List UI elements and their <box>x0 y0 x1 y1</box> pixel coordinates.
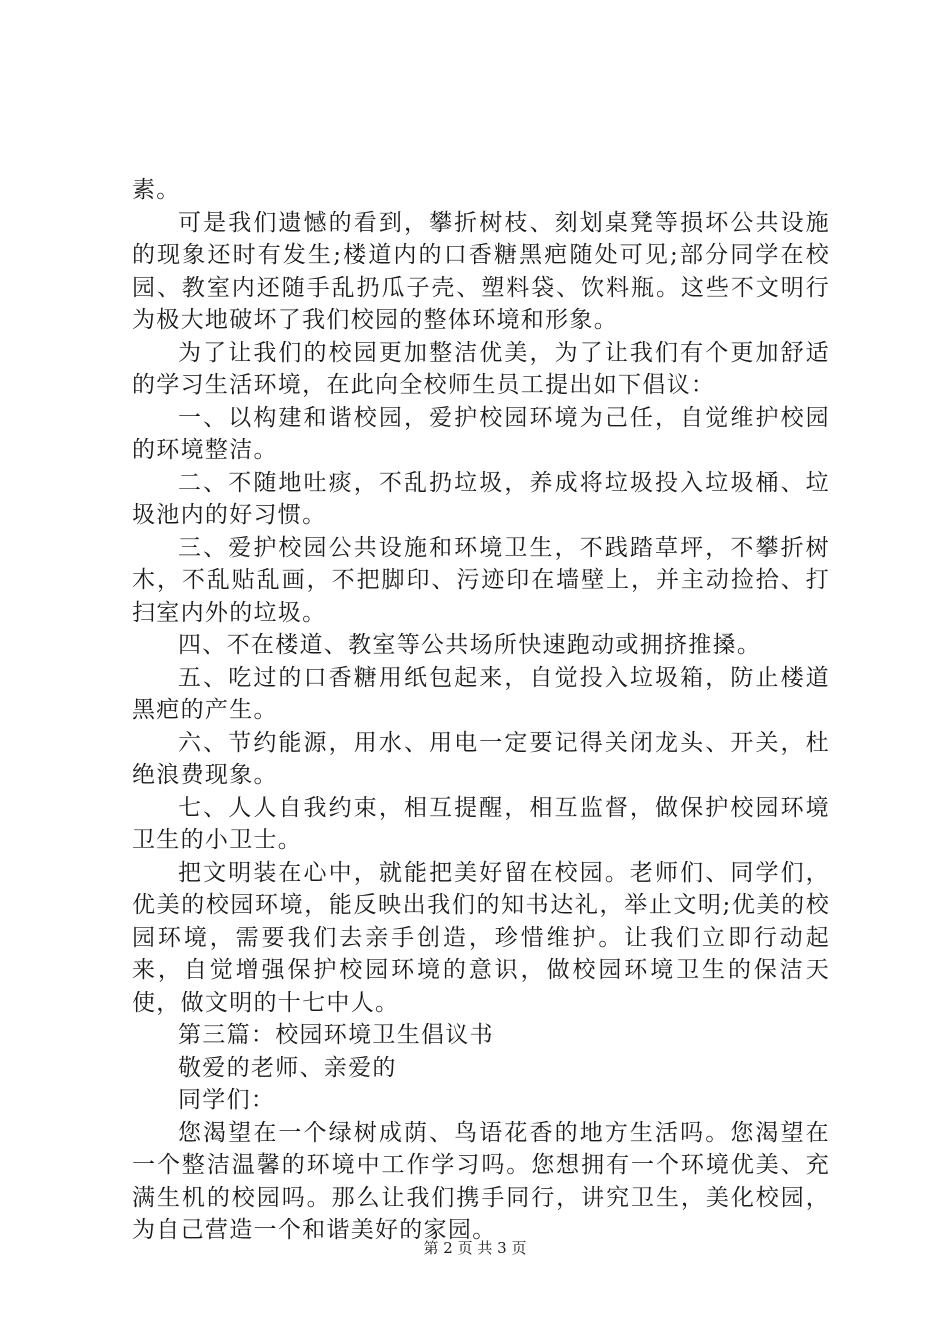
paragraph-conclusion: 把文明装在心中，就能把美好留在校园。老师们、同学们，优美的校园环境，能反映出我们的知书达礼，举止文明;优美的校园环境，需要我们去亲手创造，珍惜维护。让我们立即行动起来，自觉增强保护校园环境的意识，做校园环境卫生的保洁天使，做文明的十七中人。 <box>132 859 830 1016</box>
paragraph-opening: 您渴望在一个绿树成荫、鸟语花香的地方生活吗。您渴望在一个整洁温馨的环境中工作学习吗。您想拥有一个环境优美、充满生机的校园吗。那么让我们携手同行，讲究卫生，美化校园，为自己营造一个和谐美好的家园。 <box>132 1119 830 1243</box>
page-number-footer: 第 2 页 共 3 页 <box>423 1239 527 1257</box>
proposal-item-6: 六、节约能源，用水、用电一定要记得关闭龙头、开关，杜绝浪费现象。 <box>132 729 830 788</box>
paragraph-proposal-intro: 为了让我们的校园更加整洁优美，为了让我们有个更加舒适的学习生活环境，在此向全校师生员工提出如下倡议： <box>132 339 830 398</box>
proposal-item-4: 四、不在楼道、教室等公共场所快速跑动或拥挤推搡。 <box>178 632 762 658</box>
paragraph-problems: 可是我们遗憾的看到，攀折树枝、刻划桌凳等损坏公共设施的现象还时有发生;楼道内的口香糖黑疤随处可见;部分同学在校园、教室内还随手乱扔瓜子壳、塑料袋、饮料瓶。这些不文明行为极大地破坏了我们校园的整体环境和形象。 <box>132 209 830 333</box>
salutation-line-2: 同学们： <box>178 1087 276 1113</box>
proposal-item-5: 五、吃过的口香糖用纸包起来，自觉投入垃圾箱，防止楼道黑疤的产生。 <box>132 664 830 723</box>
proposal-item-3: 三、爱护校园公共设施和环境卫生，不践踏草坪，不攀折树木，不乱贴乱画，不把脚印、污迹印在墙壁上，并主动捡拾、打扫室内外的垃圾。 <box>132 534 830 626</box>
document-body <box>132 174 830 1247</box>
salutation-line-1: 敬爱的老师、亲爱的 <box>178 1054 397 1081</box>
paragraph-continuation: 素。 <box>132 177 181 203</box>
proposal-item-1: 一、以构建和谐校园，爱护校园环境为己任，自觉维护校园的环境整洁。 <box>132 404 830 463</box>
proposal-item-2: 二、不随地吐痰，不乱扔垃圾，养成将垃圾投入垃圾桶、垃圾池内的好习惯。 <box>132 469 830 528</box>
section-title: 第三篇：校园环境卫生倡议书 <box>178 1022 494 1048</box>
proposal-item-7: 七、人人自我约束，相互提醒，相互监督，做保护校园环境卫生的小卫士。 <box>132 794 830 853</box>
